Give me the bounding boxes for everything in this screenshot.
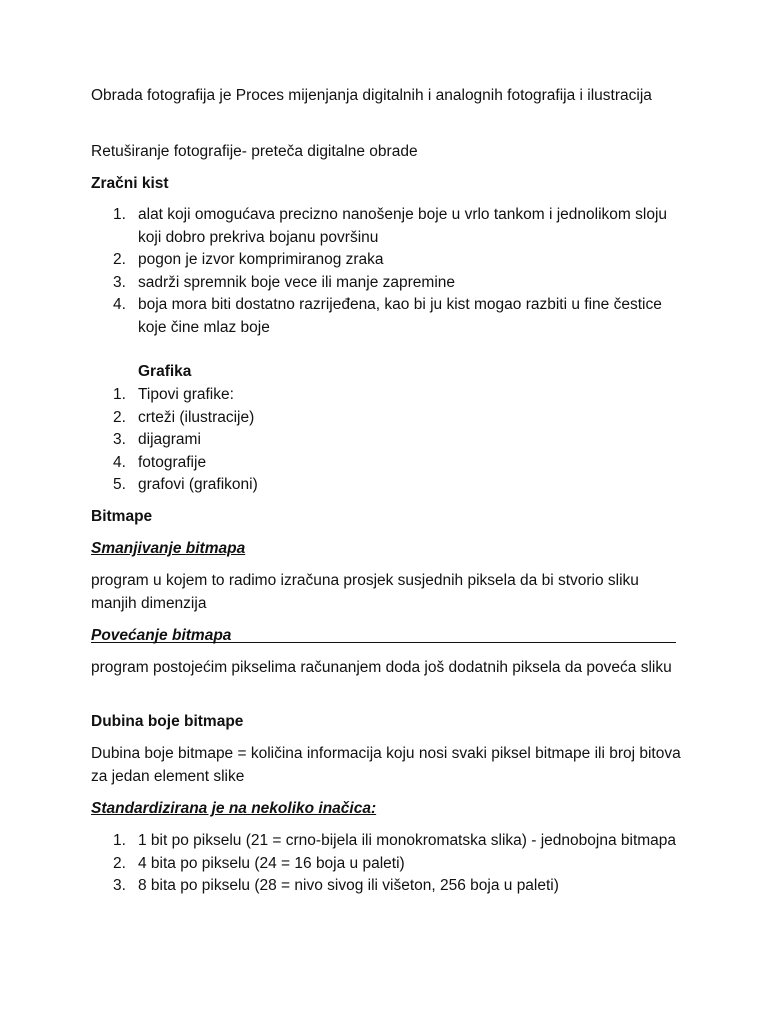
list-item [91, 853, 681, 876]
list-item [91, 474, 681, 497]
list-item-text: sadrži spremnik boje vece ili manje zapremine [138, 273, 456, 291]
dubina-paragraph: Dubina boje bitmape = količina informacija koju nosi svaki piksel bitmape ili broj bitova za jedan element slike [91, 745, 681, 785]
list-item-text: dijagrami [138, 431, 201, 448]
list-item [91, 204, 681, 249]
zracni-kist-heading: Zračni kist [91, 175, 169, 192]
bitmape-heading: Bitmape [91, 508, 153, 525]
list-item-number: 4. [113, 296, 126, 313]
underline-rule [91, 642, 676, 643]
list-item-number: 2. [113, 854, 126, 872]
smanjivanje-paragraph: program u kojem to radimo izračuna prosjek susjednih piksela da bi stvorio sliku manjih dimenzija [91, 572, 639, 612]
list-item [91, 830, 681, 853]
list-item [91, 429, 681, 452]
list-item-number: 3. [113, 273, 126, 291]
povecanje-heading: Povećanje bitmapa [91, 627, 232, 644]
list-item-text: alat koji omogućava precizno nanošenje boje u vrlo tankom i jednolikom sloju koji dobro prekriva bojanu površinu [138, 206, 668, 246]
list-item [91, 249, 681, 272]
intro-paragraph-2: Retuširanje fotografije- preteča digitalne obrade [91, 143, 418, 160]
list-item [91, 272, 681, 295]
standard-heading: Standardizirana je na nekoliko inačica: [91, 800, 377, 817]
list-item-number: 5. [113, 476, 126, 493]
list-item [91, 384, 681, 407]
grafika-list [91, 384, 681, 497]
list-item-text: Tipovi grafike: [138, 386, 234, 403]
list-item [91, 407, 681, 430]
list-item-text: 8 bita po pikselu (28 = nivo sivog ili višeton, 256 boja u paleti) [138, 877, 559, 894]
list-item-text: 1 bit po pikselu (21 = crno-bijela ili monokromatska slika) - jednobojna bitmapa [138, 832, 677, 849]
list-item [91, 875, 681, 898]
list-item-number: 3. [113, 431, 126, 448]
list-item-text: fotografije [138, 453, 207, 471]
list-item-text: crteži (ilustracije) [138, 408, 255, 426]
list-item [91, 452, 681, 475]
list-item [91, 294, 681, 339]
list-item-number: 1. [113, 206, 126, 223]
list-item-text: pogon je izvor komprimiranog zraka [138, 251, 384, 268]
intro-paragraph-1: Obrada fotografija je Proces mijenjanja digitalnih i analognih fotografija i ilustracija [91, 87, 652, 104]
smanjivanje-heading: Smanjivanje bitmapa [91, 540, 246, 557]
list-item-number: 2. [113, 251, 126, 268]
list-item-number: 4. [113, 453, 126, 471]
list-item-number: 2. [113, 408, 126, 426]
zracni-kist-list [91, 204, 681, 339]
list-item-text: boja mora biti dostatno razrijeđena, kao bi ju kist mogao razbiti u fine čestice koje čine mlaz boje [138, 296, 662, 336]
list-item-number: 1. [113, 832, 126, 849]
dubina-list [91, 830, 681, 898]
dubina-heading: Dubina boje bitmape [91, 713, 244, 730]
povecanje-paragraph: program postojećim pikselima računanjem doda još dodatnih piksela da poveća sliku [91, 659, 672, 676]
list-item-number: 1. [113, 386, 126, 403]
list-item-number: 3. [113, 877, 126, 894]
list-item-text: grafovi (grafikoni) [138, 476, 258, 493]
grafika-heading: Grafika [138, 363, 192, 380]
list-item-text: 4 bita po pikselu (24 = 16 boja u paleti) [138, 854, 405, 872]
